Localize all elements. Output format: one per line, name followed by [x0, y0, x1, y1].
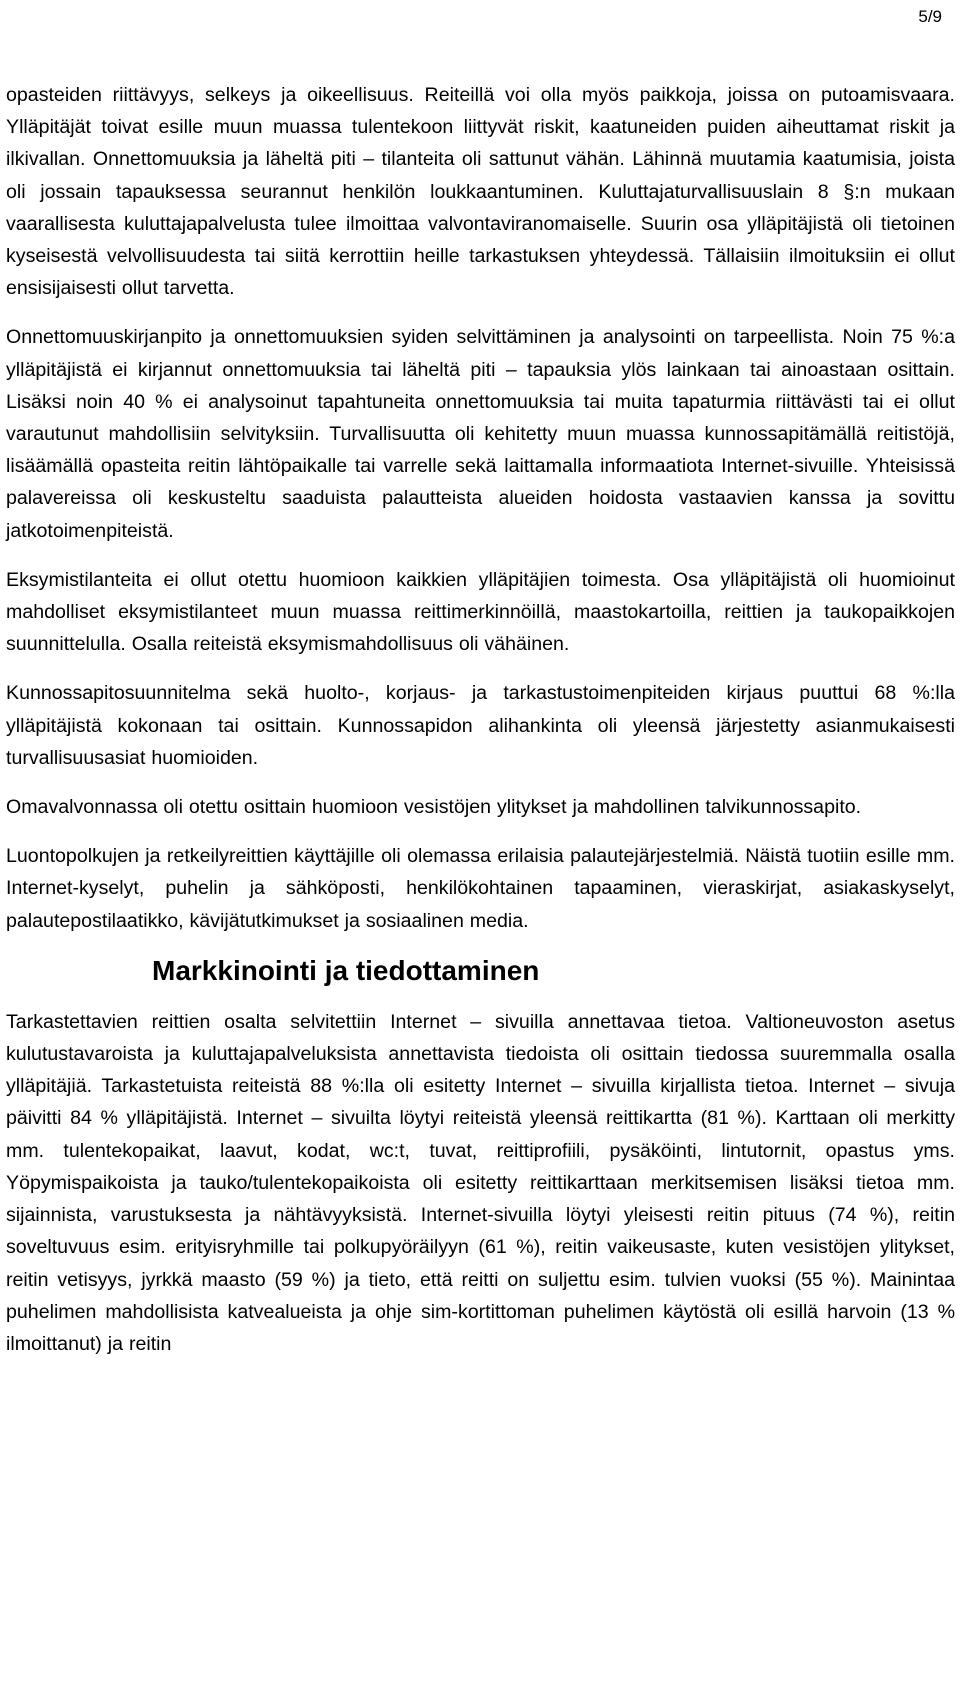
paragraph-getting-lost: Eksymistilanteita ei ollut otettu huomioon kaikkien ylläpitäjien toimesta. Osa ylläpitäjistä oli huomioinut mahdolliset eksymistilanteet muun muassa reittimerkinnöillä, maastokartoilla, reittien ja taukopaikkojen suunnittelulla. Osalla reiteistä eksymismahdollisuus oli vähäinen.: [6, 568, 955, 656]
document-body: [6, 79, 955, 1377]
paragraph-accident-records: Onnettomuuskirjanpito ja onnettomuuksien syiden selvittäminen ja analysointi on tarpeellista. Noin 75 %:a ylläpitäjistä ei kirjannut onnettomuuksia tai läheltä piti – tapauksia ylös lainkaan tai ainoastaan osittain. Lisäksi noin 40 % ei analysoinut tapahtuneita onnettomuuksia tai muita tapaturmia riittävästi tai ei ollut varautunut mahdollisiin selvityksiin. Turvallisuutta oli kehitetty muun muassa kunnossapitämällä reitistöjä, lisäämällä opasteita reitin lähtöpaikalle tai varrelle sekä laittamalla informaatiota Internet-sivuille. Yhteisissä palavereissa oli keskusteltu saaduista palautteista alueiden hoidosta vastaavien kanssa ja sovittu jatkotoimenpiteistä.: [6, 326, 955, 542]
section-heading: Markkinointi ja tiedottaminen: [152, 954, 540, 986]
paragraph-marketing-information: Tarkastettavien reittien osalta selvitettiin Internet – sivuilla annettavaa tietoa. Valtioneuvoston asetus kulutustavaroista ja kuluttajapalveluksista annettavista tiedoista oli osittain tiedossa suuremmalla osalla ylläpitäjiä. Tarkastetuista reiteistä 88 %:lla oli esitetty Internet – sivuilla kirjallista tietoa. Internet – sivuja päivitti 84 % ylläpitäjistä. Internet – sivuilta löytyi reiteistä yleensä reittikartta (81 %). Karttaan oli merkitty mm. tulentekopaikat, laavut, kodat, wc:t, tuvat, reittiprofiili, pysäköinti, lintutornit, opastus yms. Yöpymispaikoista ja tauko/tulentekopaikoista oli esitetty reittikarttaan merkitsemisen lisäksi tietoa mm. sijainnista, varustuksesta ja nähtävyyksistä. Internet-sivuilla löytyi yleisesti reitin pituus (74 %), reitin soveltuvuus esim. erityisryhmille tai polkupyöräilyyn (61 %), reitin vaikeusaste, kuten vesistöjen ylitykset, reitin vetisyys, jyrkkä maasto (59 %) ja tieto, että reitti on suljettu esim. tulvien vuoksi (55 %). Mainintaa puhelimen mahdollisista katvealueista ja ohje sim-kortittoman puhelimen käytöstä oli esillä harvoin (13 % ilmoittanut) ja reitin: [6, 1010, 955, 1355]
paragraph-maintenance-plan: Kunnossapitosuunnitelma sekä huolto-, korjaus- ja tarkastustoimenpiteiden kirjaus puuttui 68 %:lla ylläpitäjistä kokonaan tai osittain. Kunnossapidon alihankinta oli yleensä järjestetty asianmukaisesti turvallisuusasiat huomioiden.: [6, 682, 955, 769]
paragraph-feedback-systems: Luontopolkujen ja retkeilyreittien käyttäjille oli olemassa erilaisia palautejärjestelmiä. Näistä tuotiin esille mm. Internet-kyselyt, puhelin ja sähköposti, henkilökohtainen tapaaminen, vieraskirjat, asiakaskyselyt, palautepostilaatikko, kävijätutkimukset ja sosiaalinen media.: [6, 845, 955, 932]
page-number: 5/9: [918, 7, 942, 26]
paragraph-self-monitoring: Omavalvonnassa oli otettu osittain huomioon vesistöjen ylitykset ja mahdollinen talvikunnossapito.: [6, 796, 862, 819]
paragraph-risks: opasteiden riittävyys, selkeys ja oikeellisuus. Reiteillä voi olla myös paikkoja, joissa on putoamisvaara. Ylläpitäjät toivat esille muun muassa tulentekoon liittyvät riskit, kaatuneiden puiden aiheuttamat riskit ja ilkivallan. Onnettomuuksia ja läheltä piti – tilanteita oli sattunut vähän. Lähinnä muutamia kaatumisia, joista oli jossain tapauksessa seurannut henkilön loukkaantuminen. Kuluttajaturvallisuuslain 8 §:n mukaan vaarallisesta kuluttajapalvelusta tulee ilmoittaa valvontaviranomaiselle. Suurin osa ylläpitäjistä oli tietoinen kyseisestä velvollisuudesta tai siitä kerrottiin heille tarkastuksen yhteydessä. Tällaisiin ilmoituksiin ei ollut ensisijaisesti ollut tarvetta.: [6, 84, 955, 300]
